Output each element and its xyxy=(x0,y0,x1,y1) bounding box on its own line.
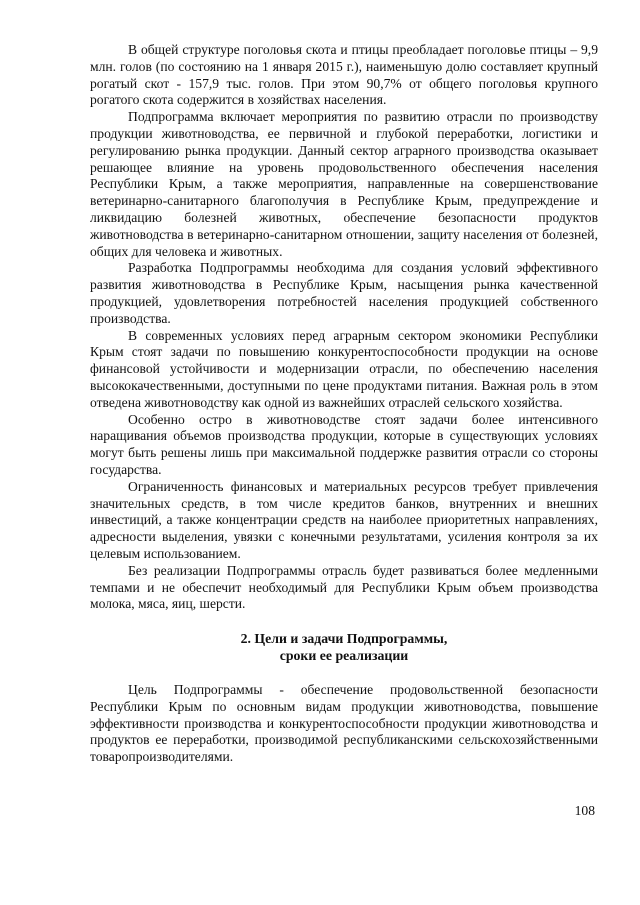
paragraph-subprogram-development: Разработка Подпрограммы необходима для создания условий эффективного развития животноводства в Республике Крым, насыщения рынка качественной продукцией, удовлетворения потребностей населения продукцией собственного производства. xyxy=(90,260,598,326)
paragraph-without-implementation: Без реализации Подпрограммы отрасль будет развиваться более медленными темпами и не обеспечит необходимый для Республики Крым объем производства молока, мяса, яиц, шерсти. xyxy=(90,562,598,612)
page-number: 108 xyxy=(574,803,595,818)
paragraph-limited-resources: Ограниченность финансовых и материальных ресурсов требует привлечения значительных средств, в том числе кредитов банков, внутренних и внешних инвестиций, а также концентрации средств на наиболее приоритетных направлениях, адресности выделения, увязки с конечными результатами, усиления контроля за их целевым использованием. xyxy=(90,478,598,561)
document-body xyxy=(90,42,598,766)
section-heading-line-2: сроки ее реализации xyxy=(279,648,409,664)
paragraph-goal: Цель Подпрограммы - обеспечение продовольственной безопасности Республики Крым по основным видам продукции животноводства, повышение эффективности производства и конкурентоспособности продукции животноводства и продуктов ее переработки, производимой республиканскими сельскохозяйственными товаропроизводителями. xyxy=(90,682,598,765)
section-heading-line-1: 2. Цели и задачи Подпрограммы, xyxy=(240,631,448,647)
paragraph-livestock-structure: В общей структуре поголовья скота и птицы преобладает поголовье птицы – 9,9 млн. голов (по состоянию на 1 января 2015 г.), наименьшую долю составляет крупный рогатый скот - 157,9 тыс. голов. При этом 90,7% от общего поголовья крупного рогатого скота содержится в хозяйствах населения. xyxy=(90,42,598,108)
paragraph-intensive-growth: Особенно остро в животноводстве стоят задачи более интенсивного наращивания объемов производства продукции, которые в существующих условиях могут быть решены лишь при максимальной поддержке развития отрасли со стороны государства. xyxy=(90,411,598,477)
paragraph-subprogram-includes: Подпрограмма включает мероприятия по развитию отрасли по производству продукции животноводства, ее первичной и глубокой переработки, логистики и регулированию рынка продукции. Данный сектор аграрного производства оказывает решающее влияние на уровень продовольственного обеспечения населения Республики Крым, а также мероприятия, направленные на совершенствование ветеринарно-санитарного благополучия в Республике Крым, предупреждение и ликвидацию болезней животных, обеспечение безопасности продуктов животноводства в ветеринарно-санитарном отношении, защиту населения от болезней, общих для человека и животных. xyxy=(90,109,598,259)
section-heading xyxy=(90,630,598,664)
paragraph-modern-conditions: В современных условиях перед аграрным сектором экономики Республики Крым стоят задачи по повышению конкурентоспособности продукции на основе финансовой устойчивости и модернизации отрасли, по обеспечению населения высококачественными, доступными по цене продуктами питания. Важная роль в этом отведена животноводству как одной из важнейших отраслей сельского хозяйства. xyxy=(90,327,598,410)
